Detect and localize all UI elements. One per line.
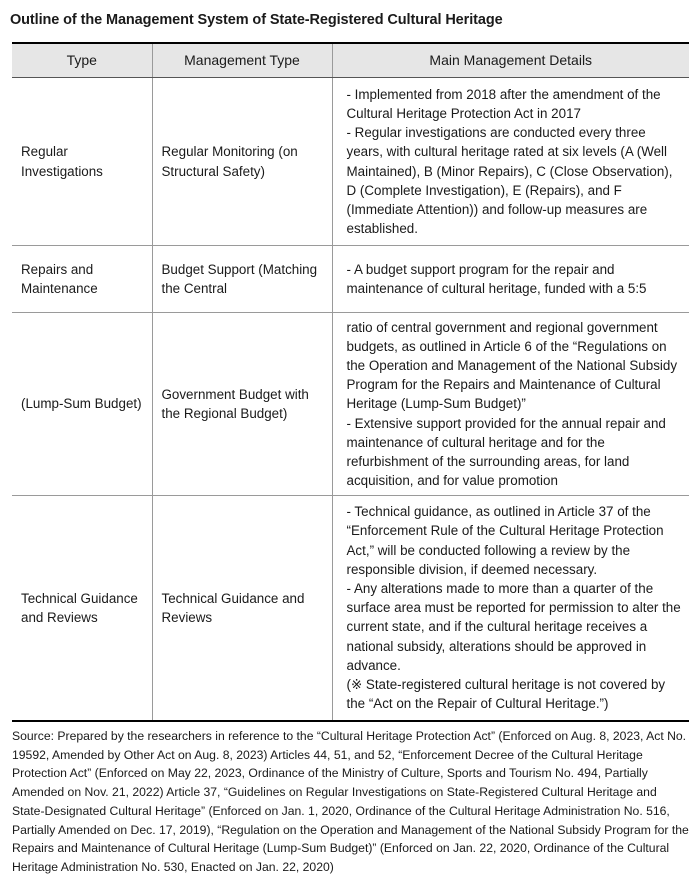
row-management-type-cell: Government Budget with the Regional Budget) [152,313,332,496]
row-management-type-cell: Budget Support (Matching the Central [152,246,332,313]
table-row [12,313,689,496]
row-details-cell [332,78,689,246]
detail-item: ratio of central government and regional government budgets, as outlined in Article 6 of the “Regulations on the Operation and Management of the National Subsidy Program for the Repairs and Maintenance of Cultural Heritage (Lump-Sum Budget)” [346,319,678,412]
detail-item: - Technical guidance, as outlined in Article 37 of the “Enforcement Rule of the Cultural Heritage Protection Act,” will be conducted following a review by the responsible division, if deemed necessary. [346,504,664,577]
detail-item: - Extensive support provided for the annual repair and maintenance of cultural heritage and for the refurbishment of the surrounding areas, for land acquisition, and for value promotion [346,415,666,489]
table-title: Outline of the Management System of State-Registered Cultural Heritage [10,12,503,28]
detail-item: (※ State-registered cultural heritage is not covered by the “Act on the Repair of Cultural Heritage.”) [346,676,666,712]
table-row [12,78,689,246]
row-details-cell [332,496,689,721]
row-management-type-cell: Regular Monitoring (on Structural Safety) [152,78,332,246]
row-management-type-cell: Technical Guidance and Reviews [152,496,332,721]
row-type-cell: Technical Guidance and Reviews [12,496,152,721]
row-type-cell: Regular Investigations [12,78,152,246]
row-type-cell: Repairs and Maintenance [12,246,152,313]
row-type-cell: (Lump-Sum Budget) [12,313,152,496]
header-main-details: Main Management Details [332,43,689,78]
table-row [12,246,689,313]
header-management-type: Management Type [152,43,332,78]
management-system-table [12,42,689,722]
detail-item: - A budget support program for the repair and maintenance of cultural heritage, funded with a 5:5 [346,261,647,296]
header-type: Type [12,43,152,78]
table-header-row [12,43,689,78]
detail-item: - Implemented from 2018 after the amendment of the Cultural Heritage Protection Act in 2017 [346,86,661,121]
source-note: Source: Prepared by the researchers in reference to the “Cultural Heritage Protection Act” (Enforced on Aug. 8, 2023, Act No. 19592, Amended by Other Act on Aug. 8, 2023) Articles 44, 51, and 52, “Enforcement Decree of the Cultural Heritage Protection Act” (Enforced on May 22, 2023, Ordinance of the Ministry of Culture, Sports and Tourism No. 494, Partially Amended on Nov. 21, 2022) Article 37, “Guidelines on Regular Investigations on State-Registered Cultural Heritage and State-Designated Cultural Heritage” (Enforced on Jan. 1, 2020, Ordinance of the Cultural Heritage Administration No. 516, Partially Amended on Dec. 17, 2019), “Regulation on the Operation and Management of the National Subsidy Program for the Repairs and Maintenance of Cultural Heritage (Lump-Sum Budget)” (Enforced on Jan. 22, 2020, Ordinance of the Cultural Heritage Administration No. 530, Enacted on Jan. 22, 2020) [12,729,689,874]
detail-item: - Any alterations made to more than a quarter of the surface area must be reported for permission to alter the current state, and if the cultural heritage receives a national subsidy, alterations should be approved in advance. [346,580,681,673]
detail-item: - Regular investigations are conducted every three years, with cultural heritage rated at six levels (A (Well Maintained), B (Minor Repairs), C (Close Observation), D (Complete Investigation), E (Repairs), and F (Immediate Attention)) and follow-up measures are established. [346,125,673,237]
row-details-cell [332,246,689,313]
row-details-cell [332,313,689,496]
table-row [12,496,689,721]
